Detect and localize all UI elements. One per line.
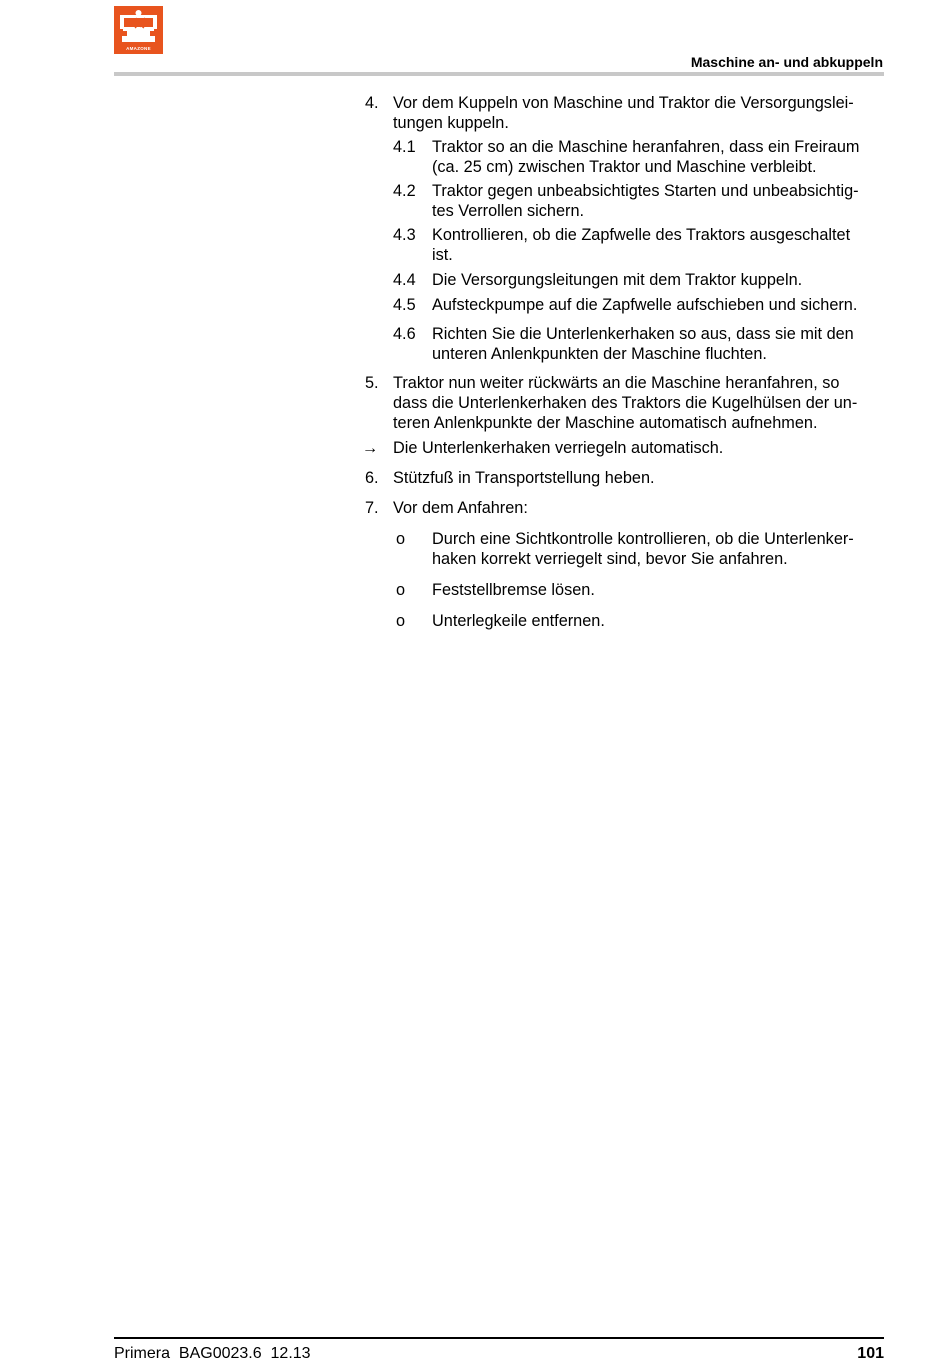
step-text: Stützfuß in Transportstellung heben. bbox=[393, 469, 655, 487]
bullet-icon: o bbox=[396, 612, 406, 630]
step-number: 6. bbox=[365, 469, 379, 487]
header-divider bbox=[114, 72, 884, 76]
step-number: 7. bbox=[365, 499, 379, 517]
substep-4-3 bbox=[362, 225, 887, 265]
footer-divider bbox=[114, 1337, 884, 1339]
step-5 bbox=[362, 373, 887, 433]
step-number: 4. bbox=[365, 94, 379, 112]
bullet-item bbox=[362, 611, 887, 631]
bullet-icon: o bbox=[396, 581, 406, 599]
substep-number: 4.1 bbox=[393, 138, 416, 156]
step-6 bbox=[362, 468, 887, 488]
result-line bbox=[362, 438, 887, 458]
substep-4-1 bbox=[362, 137, 887, 177]
substep-4-5 bbox=[362, 295, 887, 315]
substep-text: Kontrollieren, ob die Zapfwelle des Traktors ausgeschaltet ist. bbox=[432, 226, 851, 264]
substep-text: Richten Sie die Unterlenkerhaken so aus, dass sie mit den unteren Anlenkpunkten der Maschine fluchten. bbox=[432, 325, 854, 363]
step-text: Traktor nun weiter rückwärts an die Maschine heranfahren, so dass die Unterlenkerhaken des Traktors die Kugelhülsen der un- teren Anlenkpunkte der Maschine automatisch aufnehmen. bbox=[393, 374, 858, 432]
section-title: Maschine an- und abkuppeln bbox=[690, 54, 883, 70]
step-7 bbox=[362, 498, 887, 518]
instruction-list bbox=[362, 93, 887, 631]
substep-number: 4.3 bbox=[393, 226, 416, 244]
substep-4-6 bbox=[362, 324, 887, 364]
result-text: Die Unterlenkerhaken verriegeln automatisch. bbox=[393, 439, 724, 457]
step-text: Vor dem Kuppeln von Maschine und Traktor die Versorgungslei- tungen kuppeln. bbox=[393, 94, 854, 132]
substep-number: 4.5 bbox=[393, 296, 416, 314]
bullet-item bbox=[362, 580, 887, 600]
substep-text: Die Versorgungsleitungen mit dem Traktor kuppeln. bbox=[432, 271, 803, 289]
substep-number: 4.2 bbox=[393, 182, 416, 200]
bullet-item bbox=[362, 529, 887, 569]
footer-document-id: Primera BAG0023.6 12.13 bbox=[114, 1345, 311, 1362]
page-number: 101 bbox=[857, 1345, 884, 1362]
substep-4-2 bbox=[362, 181, 887, 221]
bullet-icon: o bbox=[396, 530, 406, 548]
amazone-logo bbox=[114, 6, 163, 54]
substep-text: Traktor so an die Maschine heranfahren, dass ein Freiraum (ca. 25 cm) zwischen Traktor und Maschine verbleibt. bbox=[432, 138, 860, 176]
bullet-text: Unterlegkeile entfernen. bbox=[432, 612, 605, 630]
step-4 bbox=[362, 93, 887, 133]
substep-text: Traktor gegen unbeabsichtigtes Starten und unbeabsichtig- tes Verrollen sichern. bbox=[432, 182, 859, 220]
bullet-text: Durch eine Sichtkontrolle kontrollieren, ob die Unterlenker- haken korrekt verriegelt sind, bevor Sie anfahren. bbox=[432, 530, 854, 568]
substep-4-4 bbox=[362, 270, 887, 290]
step-text: Vor dem Anfahren: bbox=[393, 499, 528, 517]
bullet-text: Feststellbremse lösen. bbox=[432, 581, 595, 599]
logo-text: AMAZONE bbox=[126, 46, 151, 51]
substep-text: Aufsteckpumpe auf die Zapfwelle aufschieben und sichern. bbox=[432, 296, 858, 314]
substep-number: 4.6 bbox=[393, 325, 416, 343]
substep-number: 4.4 bbox=[393, 271, 416, 289]
arrow-right-icon: → bbox=[362, 439, 379, 457]
step-number: 5. bbox=[365, 374, 379, 392]
